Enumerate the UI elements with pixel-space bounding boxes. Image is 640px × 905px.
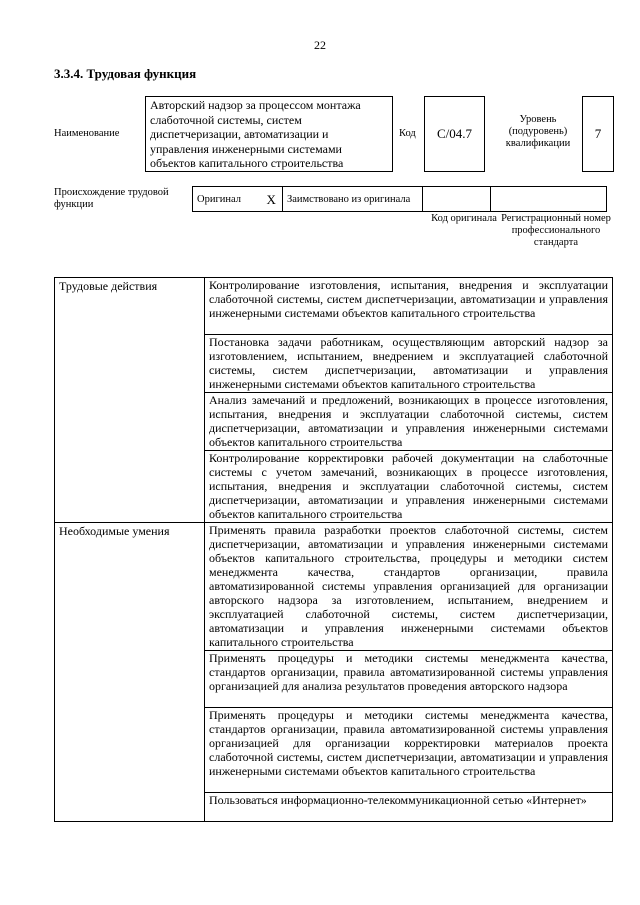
section-title: 3.3.4. Трудовая функция — [54, 66, 197, 81]
registration-caption: Регистрационный номер профессионального стандарта — [501, 213, 611, 248]
original-code-cell — [423, 187, 491, 212]
list-item: Постановка задачи работникам, осуществляющим авторский надзор за изготовлением, испытанием, внедрением и эксплуатацией слаботочной системы, систем диспетчеризации, автоматизации и управления инженерными системами объектов капитального строительства — [205, 335, 613, 393]
name-label: Наименование — [54, 128, 120, 139]
page-number: 22 — [314, 38, 326, 52]
table-row — [55, 523, 613, 651]
list-item: Применять правила разработки проектов слаботочной системы, систем диспетчеризации, автоматизации и управления инженерными системами объектов капитального строительства, процедуры и методики систем менеджмента качества, стандартов организации, правила автоматизированной системы управления организацией для организации авторского надзора за изготовлением, испытанием, внедрением и эксплуатацией слаботочной системы, систем диспетчеризации, автоматизации и управления инженерными системами объектов капитального строительства — [205, 523, 613, 651]
borrowed-label: Заимствовано из оригинала — [283, 187, 423, 212]
code-value: C/04.7 — [424, 96, 485, 172]
list-item: Контролирование изготовления, испытания, внедрения и эксплуатации слаботочной системы, систем диспетчеризации, автоматизации и управления инженерными системами объектов капитального строительства — [205, 278, 613, 335]
origin-table — [192, 186, 607, 212]
table-row — [55, 278, 613, 335]
list-item: Применять процедуры и методики системы менеджмента качества, стандартов организации, правила автоматизированной системы управления организацией для организации корректировки материалов проекта слаботочной системы, систем диспетчеризации, автоматизации и управления инженерными системами объектов капитального строительства — [205, 708, 613, 793]
name-value: Авторский надзор за процессом монтажа слаботочной системы, систем диспетчеризации, автоматизации и управления инженерными системами объектов капитального строительства — [145, 96, 393, 172]
original-label: Оригинал — [193, 187, 261, 212]
category-cell: Трудовые действия — [55, 278, 205, 523]
code-caption: Код оригинала — [431, 213, 497, 224]
list-item: Применять процедуры и методики системы менеджмента качества, стандартов организации, правила автоматизированной системы управления организацией для анализа результатов проведения авторского надзора — [205, 651, 613, 708]
list-item: Анализ замечаний и предложений, возникающих в процессе изготовления, испытания, внедрения и эксплуатации слаботочной системы, систем диспетчеризации, автоматизации и управления инженерными системами объектов капитального строительства — [205, 393, 613, 451]
level-value: 7 — [582, 96, 614, 172]
registration-number-cell — [491, 187, 607, 212]
list-item: Пользоваться информационно-телекоммуникационной сетью «Интернет» — [205, 793, 613, 822]
list-item: Контролирование корректировки рабочей документации на слаботочные системы с учетом замечаний, возникающих в процессе изготовления, испытания, внедрения и эксплуатации слаботочной системы, систем диспетчеризации, автоматизации и управления инженерными системами объектов капитального строительства — [205, 451, 613, 523]
origin-label: Происхождение трудовой функции — [54, 187, 169, 210]
original-mark: X — [261, 187, 283, 212]
code-label: Код — [399, 128, 416, 139]
level-label: Уровень (подуровень) квалификации — [505, 114, 571, 149]
functions-table — [54, 277, 613, 822]
category-cell: Необходимые умения — [55, 523, 205, 822]
